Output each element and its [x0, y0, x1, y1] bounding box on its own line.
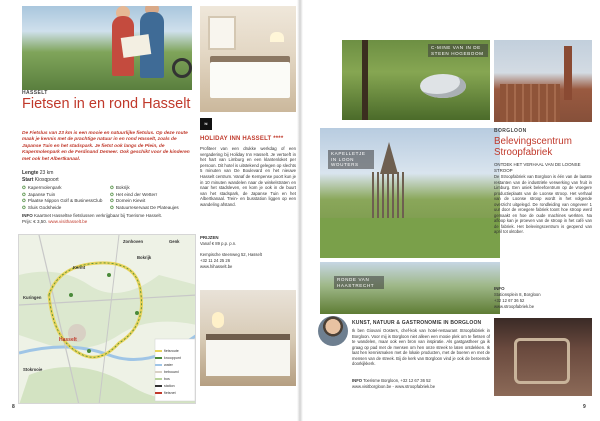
chef-portrait-photo: [318, 316, 348, 346]
kunst-info-label: INFO: [352, 378, 363, 383]
page-number-right: 9: [583, 404, 586, 410]
route-start: [22, 177, 59, 183]
legend-item: station: [155, 383, 191, 390]
poi-item: ✪ Japanse Tuin: [22, 191, 56, 197]
route-info-price: [22, 219, 194, 225]
map-label: Hasselt: [59, 337, 77, 343]
info-link[interactable]: www.visithasselt.be: [48, 219, 88, 224]
map-label: Genk: [169, 239, 180, 244]
stroopfabriek-description: De Stroopfabriek van Borgloon is één van de laatste restanten van de industriële verwerking van fruit in Limburg. Een uniek beleefcentrum op de vroegere productieplaats van de Loonse stroop. Het verhaal van de Loonse stroop wordt in het volgende overzicht uitgelegd. De rondleiding van ongeveer 1 uur door de vroegere fabriek toont hoe stroop werd gemaakt en hoe de oude machines werkten. Na afloop kan je proeven van de stroop in het café van de fabriek. Het belevingscentrum is geopend van april tot oktober.: [494, 174, 592, 235]
kunst-description: Ik ben Giovani Oosters, chef-kok van hotel-restaurant Stroopfabriek in Borgloon. Voor mij is Borgloon niet alleen een mooie plek om te fietsen of te wandelen, maar ook een bron van inspiratie. Als gastgastheer ga ik graag op pad met de mensen om hen onze streek te laten ontdekken. Ik laat hen kennismaken met de lokale producten, met de boeren en met de mensen van de streek. Bij de kerk van Borgloon vind je ook de beroemde doorkijkkerk.: [352, 328, 490, 367]
page-gutter: [297, 0, 303, 421]
photo-caption-ring: RONDE VAN HAASTRECHT: [334, 276, 384, 289]
see-through-church-photo: [320, 128, 500, 258]
legend-item: bebouwd: [155, 369, 191, 376]
stroop-address: Stationsplein 8, Borgloon: [494, 292, 541, 297]
legend-item: knooppunt: [155, 355, 191, 362]
star-icon: ✪: [22, 198, 26, 203]
poi-item: ✪ Bokrijk: [110, 185, 130, 190]
route-length: [22, 170, 53, 176]
map-label: Kuringen: [23, 295, 42, 300]
start-value: Kiosqpoort: [34, 177, 59, 183]
poi-item: ✪ Kapermolenpark: [22, 185, 62, 190]
hotel-phone: +32 11 24 25 26: [200, 258, 231, 263]
info-price: Prijs: € 3,50.: [22, 219, 48, 224]
map-label: Bokrijk: [137, 255, 152, 260]
start-label: Start: [22, 177, 34, 183]
article-intro: De Fietslus van 23 km is een mooie en natuurlijke fietslus. Op deze route maak je kennis met de prachtige natuur in en rond Hasselt, zoals de Japanse Tuin en het stadspark. Je fietst ook langs de Plein, de Kapermolenpark en de Ferdinand Demeer. Ook geschikt voor de kinderen met ook het Albertkanaal.: [22, 131, 190, 162]
star-icon: ✪: [22, 191, 26, 197]
map-label: Kermt: [73, 265, 86, 270]
info-label: INFO: [22, 213, 33, 218]
hotel-room-photo: [200, 6, 296, 112]
hotel-logo: hi: [200, 118, 212, 130]
factory-interior-photo: [494, 318, 592, 396]
poi-item: ✪ Plaatse Nippon Golf & BusinessClub: [22, 198, 103, 203]
stroop-phone: +32 12 67 36 52: [494, 298, 525, 303]
kunst-info-text: Toerisme Borgloon, +32 12 67 36 52: [363, 378, 431, 383]
hotel-address: Kempische steenweg 52, Hasselt: [200, 252, 262, 257]
poi-item: ✪ Het eind der Wetterr: [110, 191, 158, 197]
poi-item: ✪ Natuurreservaat De Plateaujes: [110, 204, 179, 210]
info-text: Kaartnet Hasseltse fietslussen verkrijgbaar bij Toerisme Hasselt.: [34, 213, 162, 218]
prices-text: Vanaf € 89 p.p. p.n.: [200, 241, 237, 246]
kunst-info: [352, 378, 490, 384]
prices-label: PRIJZEN: [200, 235, 219, 240]
star-icon: ✪: [22, 185, 26, 190]
page-number-left: 8: [12, 404, 15, 410]
section-label-hasselt: HASSELT: [22, 90, 48, 96]
article-title-stroopfabriek: Belevingscentrum Stroopfabriek: [494, 136, 572, 158]
route-map[interactable]: [18, 234, 196, 404]
map-legend: [155, 348, 191, 397]
cyclists-with-map-photo: [22, 6, 192, 90]
length-label: Lengte: [22, 170, 39, 176]
star-icon: ✪: [110, 204, 114, 210]
legend-item: water: [155, 362, 191, 369]
stroopfabriek-photo: [494, 40, 592, 122]
star-icon: ✪: [110, 198, 114, 203]
map-label: Stokrooie: [23, 367, 43, 372]
article-subtitle: ONTDEK HET VERHAAL VAN DE LOONSE STROOP: [494, 162, 581, 173]
hotel-room-photo-2: [200, 290, 296, 386]
star-icon: ✪: [22, 204, 26, 210]
map-label: Zonhoven: [123, 239, 144, 244]
stroop-info-label: INFO: [494, 286, 505, 291]
star-icon: ✪: [110, 191, 114, 197]
hotel-link[interactable]: www.hihasselt.be: [200, 264, 233, 269]
kunst-links[interactable]: www.visitborgloon.be - www.stroopfabriek.be: [352, 384, 436, 389]
photo-caption-chapel: KAPELLETJE IN LOON WOUTERS: [328, 150, 374, 169]
star-icon: ✪: [110, 185, 114, 190]
legend-item: fietsnet: [155, 390, 191, 397]
length-value: 23 km: [39, 170, 54, 176]
hotel-title: HOLIDAY INN HASSELT ****: [200, 136, 284, 142]
hotel-description: Profiteer van een drukke werkdag of een vergadering bij Holiday Inn Hasselt. Je vertoeft in het hart van Limburg en een klantenloket per persoon. Dit hotel is uitstekend gelegen op slechts 5 minuten van De Boulevard en het nieuwe Hasselt centrum. Vanaf de Kempense poort kun je in 10 minuten wandelen naar de winkelstraten en naar het stadsleven, en kom je ook in de buurt van het stadspark, de Japanse Tuin en het Albertkanaal. Trein- en busstation liggen op een wandeling afstand.: [200, 146, 296, 207]
poi-item: ✪ Domein Kiewit: [110, 198, 146, 203]
poi-item: ✪ Sluis Godsheide: [22, 204, 62, 210]
section-label-borgloon: BORGLOON: [494, 128, 527, 134]
photo-caption-tree: C-MINE VAN IN DE STEEN HOGEBOOM: [428, 44, 488, 57]
legend-item: fietsroute: [155, 348, 191, 355]
stroop-link[interactable]: www.stroopfabriek.be: [494, 304, 535, 309]
kunst-title: KUNST, NATUUR & GASTRONOMIE IN BORGLOON: [352, 320, 482, 326]
legend-item: bos: [155, 376, 191, 383]
article-title-fietsen: Fietsen in en rond Hasselt: [22, 96, 191, 112]
